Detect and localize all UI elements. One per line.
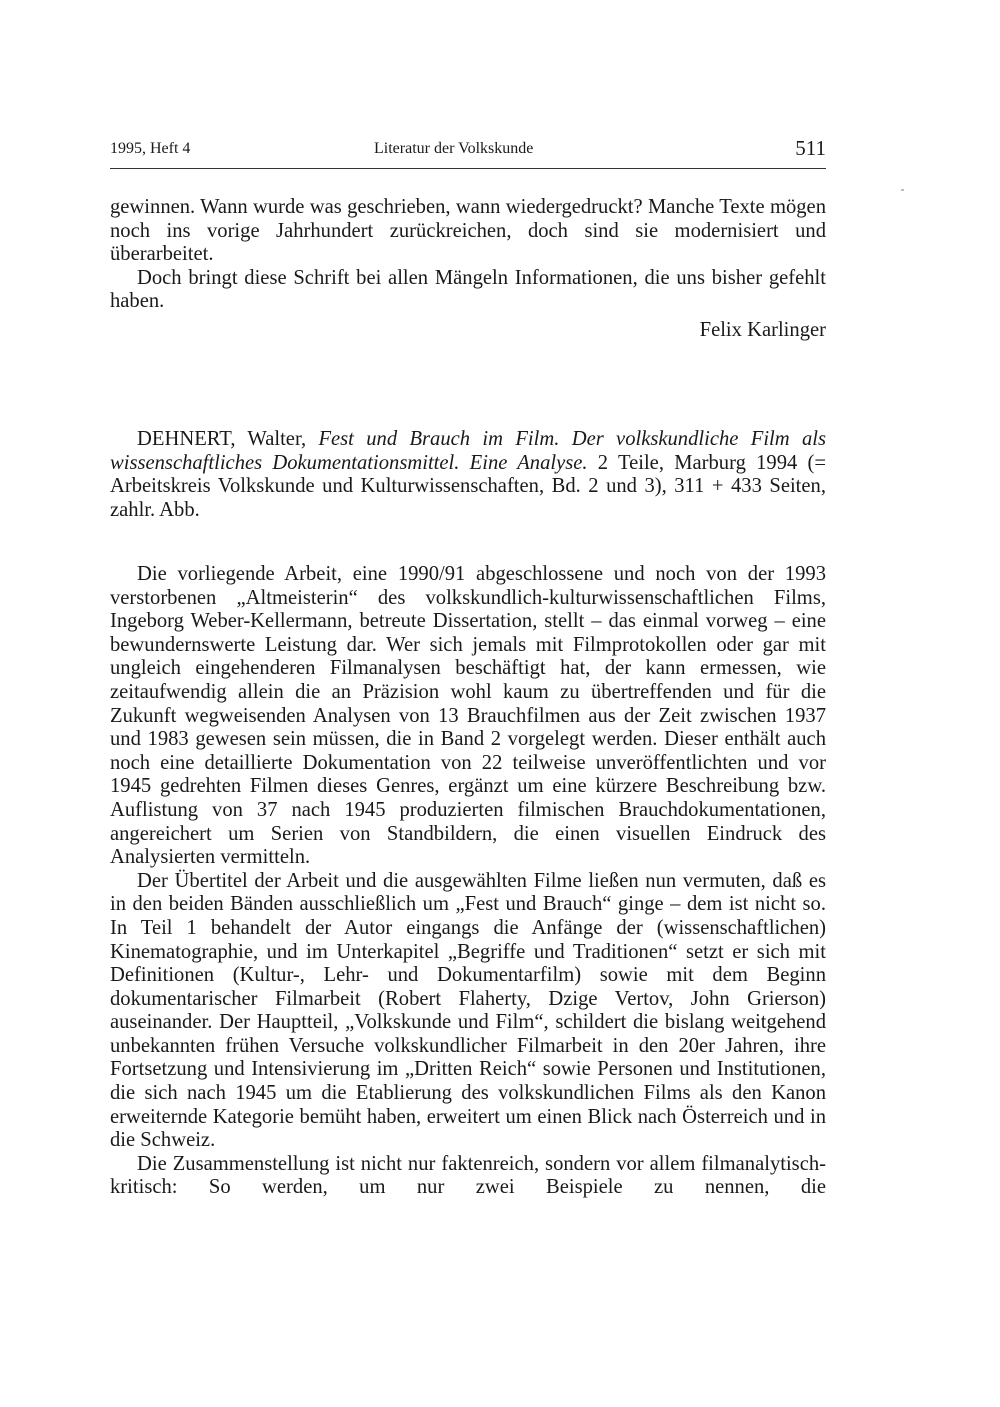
issue-label: 1995, Heft 4 (110, 140, 191, 157)
citation-author: DEHNERT, Walter, (137, 428, 319, 450)
review-body (110, 563, 826, 1200)
paragraph: gewinnen. Wann wurde was geschrieben, wann wiedergedruckt? Manche Texte mögen noch ins vorige Jahrhundert zurückreichen, doch sind sie modernisiert und überarbeitet. (110, 196, 826, 266)
citation-details: 2 Teile, Marburg 1994 (= Arbeitskreis Volkskunde und Kulturwissenschaften, Bd. 2 und 3), 311 + 433 Seiten, zahlr. Abb. (110, 451, 826, 521)
review-citation (110, 428, 826, 522)
scan-speck (901, 189, 904, 191)
paragraph: Die Zusammenstellung ist nicht nur faktenreich, sondern vor allem filmanalytisch-kritisch: So werden, um nur zwei Beispiele zu nennen, die (110, 1152, 826, 1199)
paragraph: Die vorliegende Arbeit, eine 1990/91 abgeschlossene und noch von der 1993 verstorbenen „Altmeisterin“ des volkskundlich-kulturwissenschaftlichen Films, Ingeborg Weber-Kellermann, betreute Dissertation, stellt – das einmal vorweg – eine bewundernswerte Leistung dar. Wer sich jemals mit Filmprotokollen oder gar mit ungleich eingehenderen Filmanalysen beschäftigt hat, der kann ermessen, wie zeitaufwendig allein die an Präzision wohl kaum zu übertreffenden und für die Zukunft wegweisenden Analysen von 13 Brauchfilmen aus der Zeit zwischen 1937 und 1983 gewesen sein müssen, die in Band 2 vorgelegt werden. Dieser enthält auch noch eine detaillierte Dokumentation von 22 teilweise unveröffentlichten und vor 1945 gedrehten Filmen dieses Genres, ergänzt um eine kürzere Beschreibung bzw. Auflistung von 37 nach 1945 produzierten filmischen Brauchdokumentationen, angereichert um Serien von Standbildern, die einen visuellen Eindruck des Analysierten vermitteln. (110, 563, 826, 869)
paragraph: Doch bringt diese Schrift bei allen Mängeln Informationen, die uns bisher gefehlt haben. (110, 266, 826, 313)
reviewer-signature: Felix Karlinger (699, 318, 826, 341)
page-number: 511 (795, 136, 826, 160)
previous-review-ending (110, 196, 826, 343)
running-head (110, 136, 826, 166)
citation-title: Fest und Brauch im Film. Der volkskundliche Film als wissenschaftliches Dokumentationsmittel. Eine Analyse. (110, 428, 826, 474)
paragraph: Der Übertitel der Arbeit und die ausgewählten Filme ließen nun vermuten, daß es in den beiden Bänden ausschließlich um „Fest und Brauch“ ginge – dem ist nicht so. In Teil 1 behandelt der Autor eingangs die Anfänge der (wissenschaftlichen) Kinematographie, und im Unterkapitel „Begriffe und Traditionen“ setzt er sich mit Definitionen (Kultur-, Lehr- und Dokumentarfilm) sowie mit dem Beginn dokumentarischer Filmarbeit (Robert Flaherty, Dzige Vertov, John Grierson) auseinander. Der Hauptteil, „Volkskunde und Film“, schildert die bislang weitgehend unbekannten frühen Versuche volkskundlicher Filmarbeit in den 20er Jahren, ihre Fortsetzung und Intensivierung im „Dritten Reich“ sowie Personen und Institutionen, die sich nach 1945 um die Etablierung des volkskundlichen Films als den Kanon erweiternde Kategorie bemüht haben, erweitert um einen Blick nach Österreich und in die Schweiz. (110, 869, 826, 1152)
header-rule (110, 168, 826, 169)
section-title: Literatur der Volkskunde (374, 140, 534, 157)
